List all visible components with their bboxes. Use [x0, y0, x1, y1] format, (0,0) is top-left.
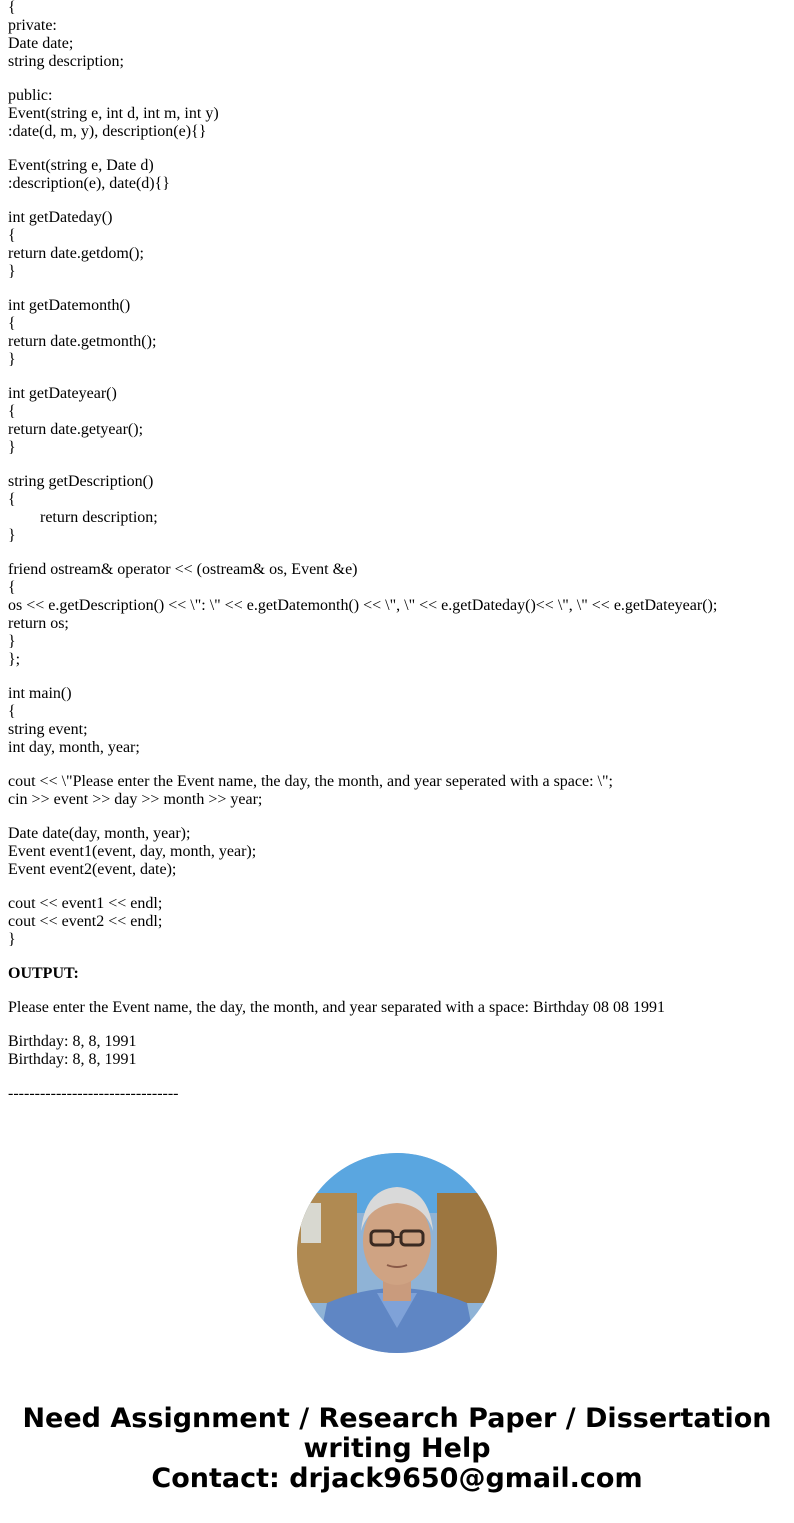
code-block — [8, 773, 788, 809]
output-result-line: Birthday: 8, 8, 1991 — [8, 1051, 137, 1068]
code-line: { — [8, 403, 16, 420]
code-line: Event event2(event, date); — [8, 861, 177, 878]
output-results — [8, 1033, 788, 1069]
code-line: Date date; — [8, 35, 74, 52]
code-listing — [8, 0, 788, 949]
code-line: } — [8, 263, 16, 280]
code-line: int main() — [8, 685, 72, 702]
code-line: }; — [8, 651, 21, 668]
code-line: return os; — [8, 615, 69, 632]
code-line: return description; — [40, 509, 158, 526]
code-line: { — [8, 0, 16, 16]
code-line: :description(e), date(d){} — [8, 175, 170, 192]
code-block — [8, 87, 788, 141]
code-line: os << e.getDescription() << \": \" << e.getDatemonth() << \", \" << e.getDateday()<< \", \" << e.getDateyear(); — [8, 597, 718, 614]
author-portrait-image — [297, 1153, 497, 1353]
code-line: } — [8, 351, 16, 368]
promo-banner — [0, 1404, 794, 1494]
promo-line-3: Contact: drjack9650@gmail.com — [151, 1463, 643, 1494]
code-line: string description; — [8, 53, 124, 70]
code-line: { — [8, 315, 16, 332]
code-block — [8, 685, 788, 757]
code-line: return date.getdom(); — [8, 245, 144, 262]
code-line: { — [8, 703, 16, 720]
code-line: int day, month, year; — [8, 739, 140, 756]
code-block — [8, 825, 788, 879]
output-heading: OUTPUT: — [8, 965, 79, 982]
author-photo — [297, 1153, 497, 1353]
promo-line-2: writing Help — [303, 1433, 491, 1464]
code-block — [8, 157, 788, 193]
code-line: return date.getmonth(); — [8, 333, 157, 350]
code-line: :date(d, m, y), description(e){} — [8, 123, 207, 140]
document-body — [8, 0, 788, 1103]
code-block — [8, 473, 788, 545]
output-result-line: Birthday: 8, 8, 1991 — [8, 1033, 137, 1050]
code-line: cin >> event >> day >> month >> year; — [8, 791, 263, 808]
code-line: { — [8, 579, 16, 596]
code-line: cout << \"Please enter the Event name, the day, the month, and year seperated with a space: \"; — [8, 773, 613, 790]
code-line: private: — [8, 17, 57, 34]
code-line: Event event1(event, day, month, year); — [8, 843, 257, 860]
code-block — [8, 297, 788, 369]
promo-line-1: Need Assignment / Research Paper / Dissertation — [22, 1403, 772, 1434]
code-line: int getDateday() — [8, 209, 113, 226]
code-line: cout << event1 << endl; — [8, 895, 163, 912]
code-line: Date date(day, month, year); — [8, 825, 191, 842]
code-block — [8, 0, 788, 71]
output-prompt-line: Please enter the Event name, the day, the month, and year separated with a space: Birthday 08 08 1991 — [8, 999, 665, 1016]
code-line: friend ostream& operator << (ostream& os, Event &e) — [8, 561, 358, 578]
code-line: cout << event2 << endl; — [8, 913, 163, 930]
code-line: Event(string e, Date d) — [8, 157, 154, 174]
code-line: } — [8, 931, 16, 948]
code-line: } — [8, 633, 16, 650]
code-line: } — [8, 439, 16, 456]
code-line: string event; — [8, 721, 88, 738]
code-line: return date.getyear(); — [8, 421, 144, 438]
code-line: } — [8, 527, 16, 544]
code-line: public: — [8, 87, 53, 104]
code-block — [8, 895, 788, 949]
code-line: string getDescription() — [8, 473, 154, 490]
separator-line: -------------------------------- — [8, 1085, 179, 1102]
code-line: { — [8, 227, 16, 244]
code-line: { — [8, 491, 16, 508]
code-line: int getDatemonth() — [8, 297, 131, 314]
code-line: Event(string e, int d, int m, int y) — [8, 105, 219, 122]
code-block — [8, 385, 788, 457]
code-block — [8, 209, 788, 281]
code-line: int getDateyear() — [8, 385, 117, 402]
code-block — [8, 561, 788, 669]
